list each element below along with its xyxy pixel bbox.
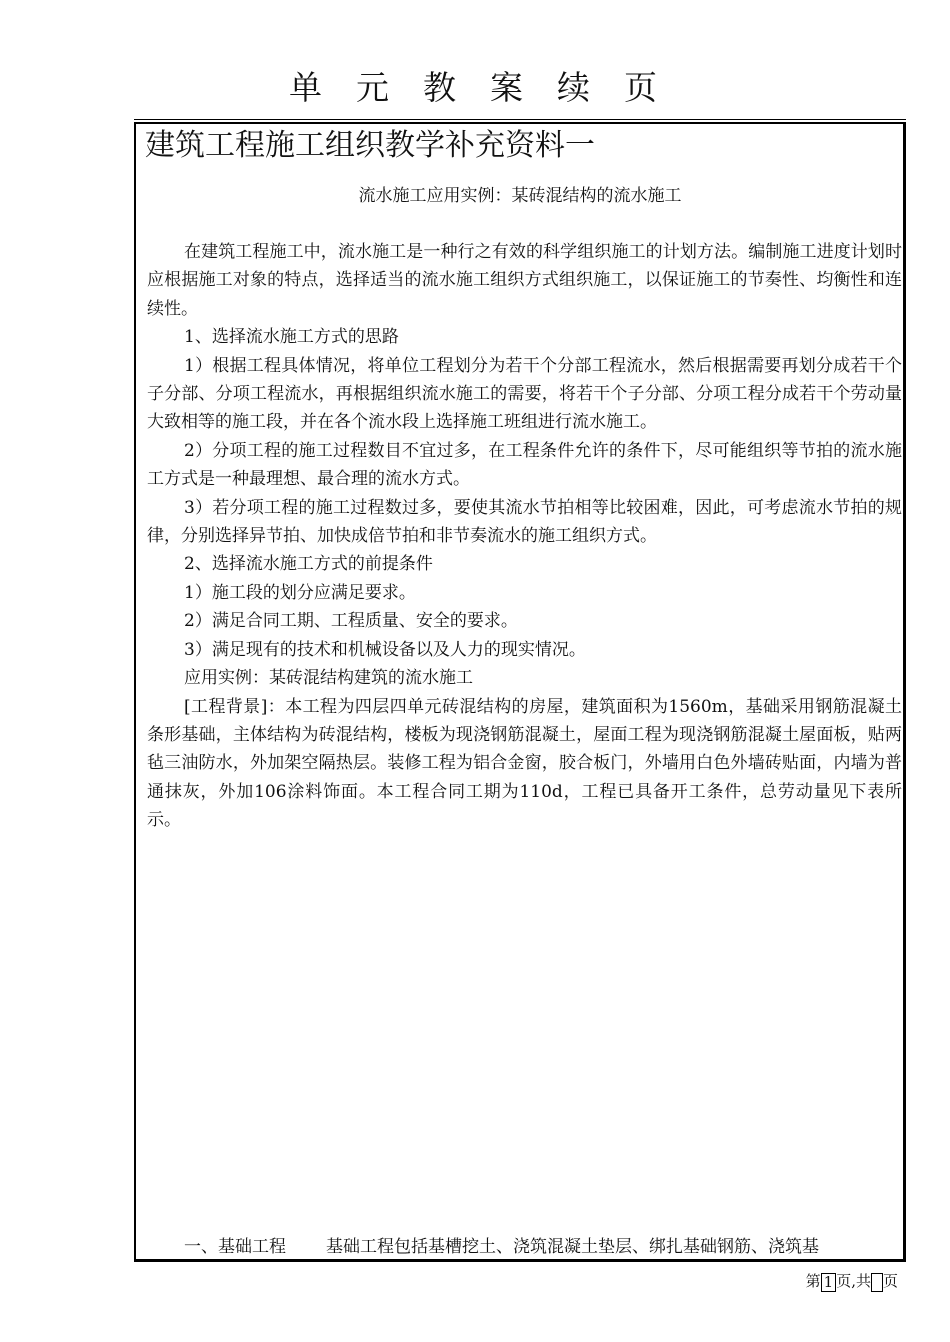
section-heading: 应用实例：某砖混结构建筑的流水施工: [184, 668, 473, 689]
page-prefix: 第: [805, 1272, 821, 1290]
total-pages-field: [871, 1273, 883, 1292]
frame-top-rule: [134, 119, 906, 120]
page-suffix: 页: [882, 1272, 898, 1290]
page-middle: 页,共: [836, 1272, 871, 1290]
paragraph: 1）根据工程具体情况，将单位工程划分为若干个分部工程流水，然后根据需要再划分成若干个子分部、分项工程流水，再根据组织流水施工的需要，将若干个子分部、分项工程分成若干个劳动量大致相等的施工段，并在各个流水段上选择施工班组进行流水施工。: [147, 355, 902, 433]
section-label: 一、基础工程: [184, 1237, 286, 1257]
paragraph: [工程背景]：本工程为四层四单元砖混结构的房屋，建筑面积为1560m，基础采用钢筋混凝土条形基础，主体结构为砖混结构，楼板为现浇钢筋混凝土，屋面工程为现浇钢筋混凝土屋面板，贴两毡三油防水，外加架空隔热层。装修工程为铝合金窗，胶合板门，外墙用白色外墙砖贴面，内墙为普通抹灰，外加106涂料饰面。本工程合同工期为110d，工程已具备开工条件，总劳动量见下表所示。: [147, 696, 902, 831]
continued-text-line: [147, 1233, 902, 1261]
paragraph: 1）施工段的划分应满足要求。: [184, 582, 416, 603]
document-subtitle: 流水施工应用实例：某砖混结构的流水施工: [358, 186, 682, 206]
document-title: 建筑工程施工组织教学补充资料一: [145, 128, 595, 163]
paragraph: 3）若分项工程的施工过程数过多，要使其流水节拍相等比较困难，因此，可考虑流水节拍的规律，分别选择异节拍、加快成倍节拍和非节奏流水的施工组织方式。: [147, 497, 902, 547]
paragraph: 在建筑工程施工中，流水施工是一种行之有效的科学组织施工的计划方法。编制施工进度计划时应根据施工对象的特点，选择适当的流水施工组织方式组织施工，以保证施工的节奏性、均衡性和连续性。: [147, 242, 902, 319]
paragraph: 3）满足现有的技术和机械设备以及人力的现实情况。: [184, 639, 586, 660]
document-body: [147, 238, 902, 835]
paragraph: 2）分项工程的施工过程数目不宜过多，在工程条件允许的条件下，尽可能组织等节拍的流水施工方式是一种最理想、最合理的流水方式。: [147, 440, 902, 490]
paragraph: 2）满足合同工期、工程质量、安全的要求。: [184, 611, 518, 632]
section-text: 基础工程包括基槽挖土、浇筑混凝土垫层、绑扎基础钢筋、浇筑基: [326, 1237, 819, 1257]
page-header-title: 单元教案续页: [289, 68, 691, 107]
current-page-field: 1: [821, 1273, 837, 1292]
section-heading: 1、选择流水施工方式的思路: [184, 327, 399, 348]
page-number: [806, 1270, 898, 1292]
section-heading: 2、选择流水施工方式的前提条件: [184, 554, 433, 575]
